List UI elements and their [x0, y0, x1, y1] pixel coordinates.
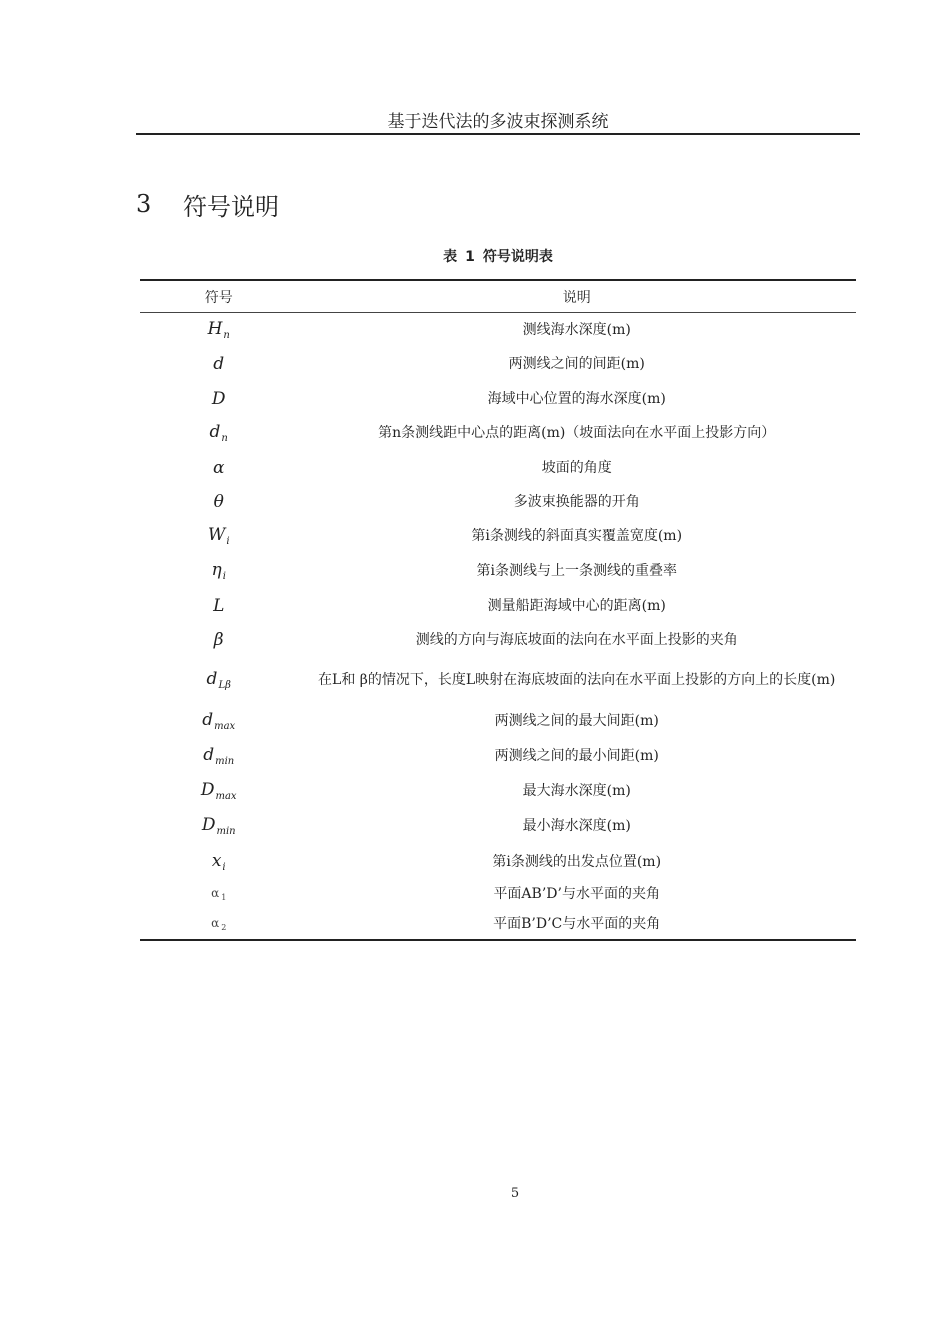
symbol-subscript: max: [214, 721, 236, 732]
symbol-main: W: [207, 525, 226, 545]
table-row: [140, 739, 856, 774]
description-cell: 第i条测线的斜面真实覆盖宽度(m): [471, 528, 683, 544]
symbol-main: d: [202, 710, 214, 730]
symbol-main: L: [213, 595, 225, 616]
table-caption-number: 1: [465, 249, 475, 265]
symbol-cell: [140, 519, 297, 554]
symbol-cell: [140, 416, 297, 451]
description-cell: 测量船距海域中心的距离(m): [487, 597, 666, 614]
symbol-subscript: n: [223, 329, 230, 341]
table-row: [140, 347, 856, 382]
symbol-subscript: i: [222, 571, 226, 582]
table-body: [140, 313, 856, 940]
symbol-table-container: [140, 279, 856, 941]
header-description: 说明: [297, 280, 856, 313]
table-row: [140, 704, 856, 739]
description-cell: 两测线之间的最小间距(m): [494, 748, 659, 764]
table-row: [140, 657, 856, 704]
description-cell: 两测线之间的最大间距(m): [494, 713, 659, 729]
description-cell: 测线海水深度(m): [522, 321, 631, 338]
symbol-main: d: [206, 669, 218, 689]
description-cell: 平面AB’D’与水平面的夹角: [493, 886, 660, 902]
symbol-cell: [140, 485, 297, 519]
table-row: [140, 809, 856, 844]
symbol-main: D: [200, 780, 215, 800]
description-cell: 两测线之间的间距(m): [508, 356, 645, 372]
header-rule: [136, 133, 860, 135]
section-title: 符号说明: [183, 192, 279, 221]
table-caption-title: 符号说明表: [482, 249, 553, 265]
section-heading: [136, 188, 279, 220]
description-cell: 最小海水深度(m): [522, 818, 631, 834]
symbol-cell: [140, 623, 297, 657]
header-symbol: 符号: [140, 280, 297, 313]
table-row: [140, 909, 856, 940]
description-cell: 海域中心位置的海水深度(m): [487, 390, 666, 407]
symbol-cell: [140, 382, 297, 416]
symbol-cell: [140, 313, 297, 347]
description-cell: 第n条测线距中心点的距离(m)（坡面法向在水平面上投影方向）: [378, 425, 776, 441]
table-row: [140, 416, 856, 451]
symbol-cell: [140, 739, 297, 774]
symbol-subscript: max: [215, 791, 237, 802]
table-row: [140, 382, 856, 416]
description-cell: 第i条测线的出发点位置(m): [492, 853, 662, 870]
symbol-main: d: [213, 354, 225, 374]
symbol-main: d: [203, 745, 215, 765]
description-cell: 平面B’D’C与水平面的夹角: [493, 915, 661, 932]
symbol-subscript: 1: [221, 893, 227, 902]
table-row: [140, 451, 856, 485]
table-row: [140, 880, 856, 909]
table-caption-label: 表: [443, 249, 458, 265]
description-cell: 在L和 β的情况下，长度L映射在海底坡面的法向在水平面上投影的方向上的长度(m): [318, 672, 836, 688]
table-row: [140, 844, 856, 880]
symbol-subscript: min: [216, 826, 236, 837]
symbol-subscript: 2: [221, 922, 227, 932]
symbol-cell: [140, 909, 297, 940]
symbol-main: α: [211, 915, 220, 930]
symbol-main: x: [211, 850, 222, 871]
description-cell: 第i条测线与上一条测线的重叠率: [476, 563, 677, 579]
symbol-cell: [140, 347, 297, 382]
symbol-main: α: [211, 886, 220, 900]
table-row: [140, 774, 856, 809]
symbol-cell: [140, 880, 297, 909]
symbol-cell: [140, 809, 297, 844]
symbol-main: H: [207, 318, 223, 339]
symbol-main: D: [211, 388, 226, 409]
symbol-cell: [140, 844, 297, 880]
symbol-cell: [140, 704, 297, 739]
symbol-cell: [140, 774, 297, 809]
symbol-main: η: [211, 560, 222, 580]
symbol-cell: [140, 451, 297, 485]
symbol-main: β: [213, 629, 224, 650]
symbol-table: [140, 279, 856, 941]
table-row: [140, 485, 856, 519]
symbol-subscript: n: [221, 433, 228, 444]
symbol-main: d: [209, 422, 221, 442]
symbol-subscript: i: [226, 536, 230, 547]
running-header: 基于迭代法的多波束探测系统: [387, 112, 609, 132]
description-cell: 最大海水深度(m): [522, 783, 631, 799]
symbol-main: D: [201, 815, 216, 835]
symbol-cell: [140, 589, 297, 623]
table-row: [140, 313, 856, 347]
table-header-row: [140, 280, 856, 313]
symbol-cell: [140, 554, 297, 589]
symbol-subscript: i: [222, 861, 226, 873]
table-row: [140, 519, 856, 554]
table-row: [140, 623, 856, 657]
table-caption: [140, 246, 856, 266]
table-row: [140, 554, 856, 589]
section-number: 3: [136, 190, 152, 218]
symbol-main: θ: [213, 491, 224, 512]
table-row: [140, 589, 856, 623]
symbol-cell: [140, 657, 297, 704]
page-number: 5: [510, 1186, 520, 1201]
symbol-subscript: Lβ: [218, 680, 231, 691]
symbol-subscript: min: [215, 756, 235, 767]
description-cell: 坡面的角度: [541, 459, 612, 476]
description-cell: 测线的方向与海底坡面的法向在水平面上投影的夹角: [415, 631, 738, 648]
symbol-main: α: [212, 457, 225, 478]
description-cell: 多波束换能器的开角: [513, 493, 640, 510]
